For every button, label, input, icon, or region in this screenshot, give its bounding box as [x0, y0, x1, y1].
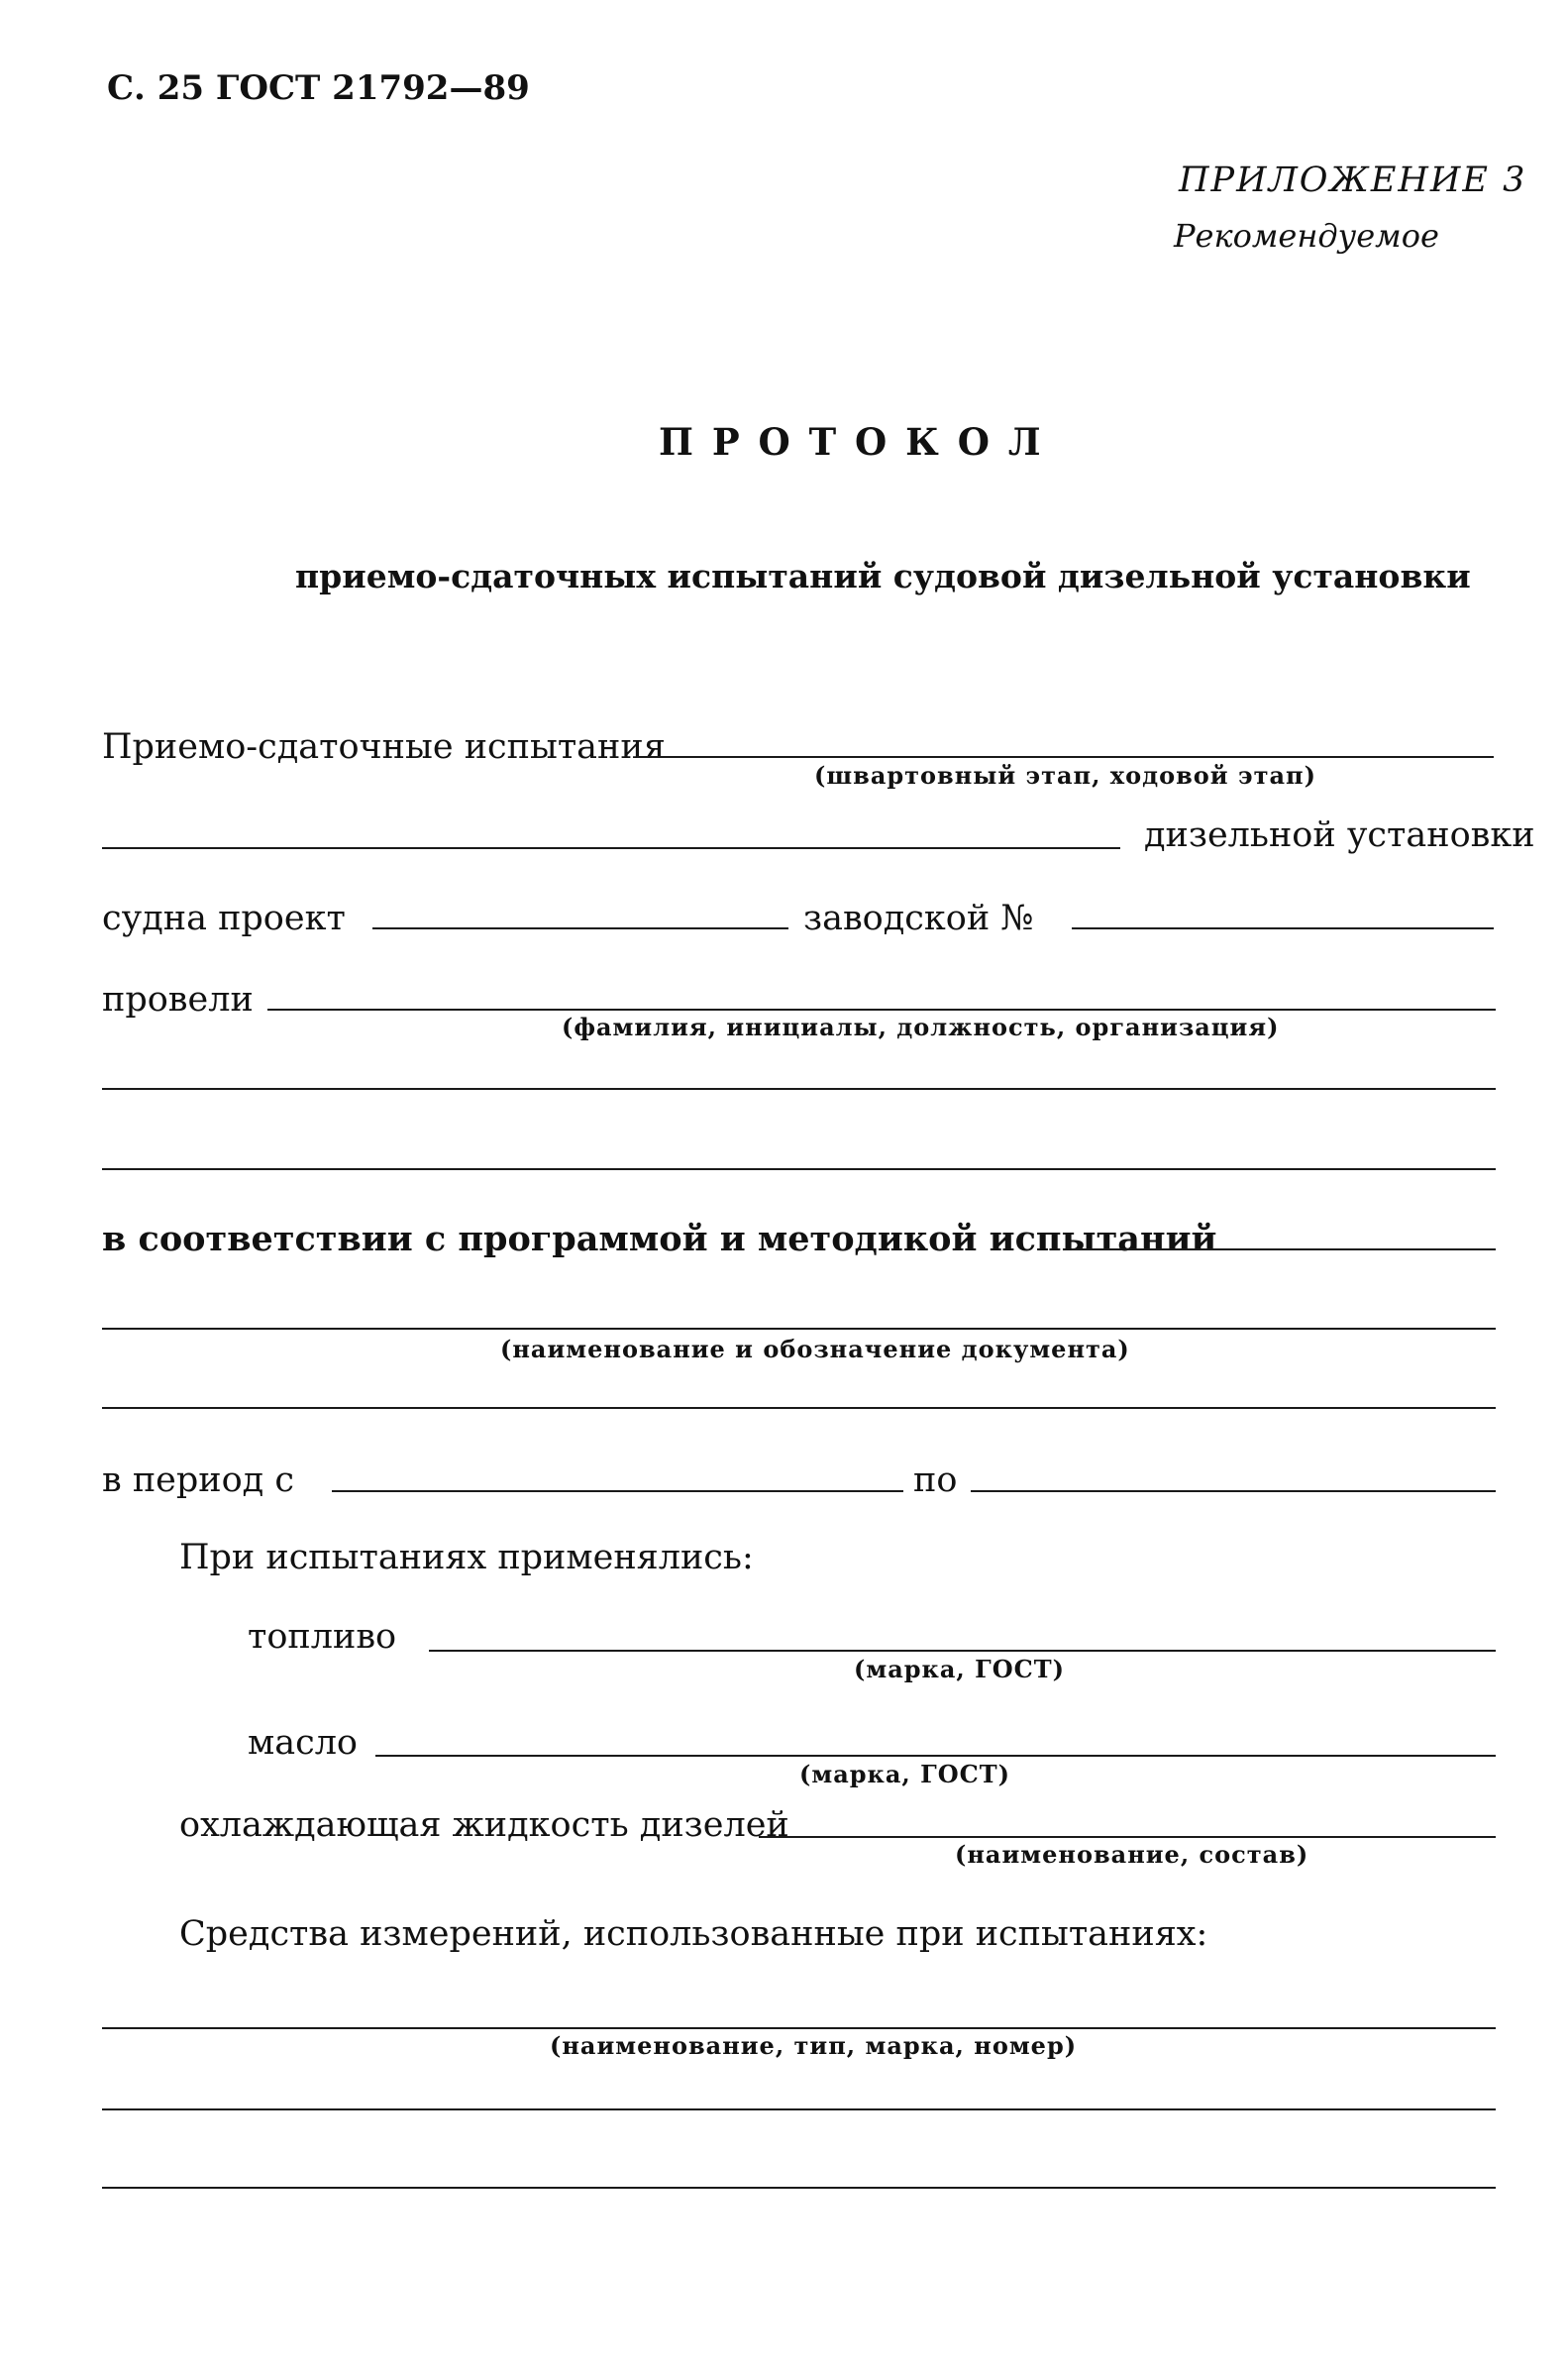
- program-line[interactable]: [1072, 1248, 1496, 1250]
- diesel-installation-line[interactable]: [102, 847, 1120, 849]
- document-line[interactable]: [102, 1328, 1496, 1330]
- coolant-label: охлаждающая жидкость дизелей: [179, 1805, 789, 1845]
- appendix-number: ПРИЛОЖЕНИЕ 3: [1179, 161, 1527, 200]
- oil-caption: (марка, ГОСТ): [799, 1760, 1010, 1788]
- conducted-line[interactable]: [267, 1009, 1496, 1011]
- instruments-line-3[interactable]: [102, 2187, 1496, 2189]
- document-line-2[interactable]: [102, 1407, 1496, 1409]
- tests-stage-caption: (швартовный этап, ходовой этап): [814, 761, 1316, 790]
- document-caption: (наименование и обозначение документа): [500, 1335, 1130, 1363]
- period-from-line[interactable]: [332, 1490, 903, 1492]
- tests-label: Приемо-сдаточные испытания: [102, 727, 666, 767]
- page-reference: С. 25 ГОСТ 21792—89: [107, 68, 530, 108]
- instruments-label: Средства измерений, использованные при испытаниях:: [179, 1914, 1208, 1954]
- instruments-line[interactable]: [102, 2027, 1496, 2029]
- oil-label: масло: [248, 1723, 358, 1763]
- period-to-line[interactable]: [971, 1490, 1496, 1492]
- conducted-line-2[interactable]: [102, 1088, 1496, 1090]
- instruments-caption: (наименование, тип, марка, номер): [550, 2031, 1078, 2060]
- tests-stage-line[interactable]: [637, 756, 1494, 758]
- document-title: П Р О Т О К О Л: [659, 420, 1044, 464]
- conducted-label: провели: [102, 980, 254, 1020]
- ship-project-label: судна проект: [102, 899, 346, 938]
- oil-line[interactable]: [375, 1755, 1496, 1757]
- diesel-installation-label: дизельной установки: [1144, 815, 1535, 855]
- fuel-caption: (марка, ГОСТ): [854, 1655, 1065, 1683]
- instruments-line-2[interactable]: [102, 2108, 1496, 2110]
- fuel-line[interactable]: [429, 1650, 1496, 1652]
- used-materials-label: При испытаниях применялись:: [179, 1538, 754, 1577]
- conducted-caption: (фамилия, инициалы, должность, организация): [562, 1013, 1280, 1041]
- coolant-line[interactable]: [759, 1836, 1496, 1838]
- fuel-label: топливо: [248, 1617, 397, 1657]
- factory-number-label: заводской №: [803, 899, 1034, 938]
- conducted-line-3[interactable]: [102, 1168, 1496, 1170]
- according-label: в соответствии с программой и методикой испытаний: [102, 1219, 1217, 1259]
- ship-project-line[interactable]: [372, 927, 788, 929]
- factory-number-line[interactable]: [1072, 927, 1494, 929]
- document-subtitle: приемо-сдаточных испытаний судовой дизельной установки: [295, 557, 1471, 595]
- appendix-status: Рекомендуемое: [1174, 217, 1439, 255]
- coolant-caption: (наименование, состав): [955, 1840, 1309, 1869]
- period-from-label: в период с: [102, 1460, 294, 1500]
- period-to-label: по: [913, 1460, 958, 1500]
